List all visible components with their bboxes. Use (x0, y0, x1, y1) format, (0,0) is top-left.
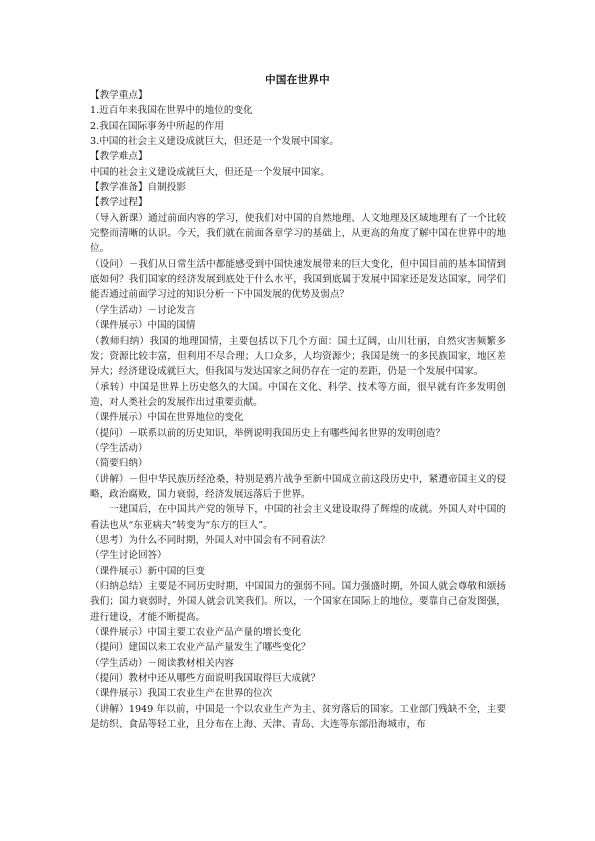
paragraph-slide-5: （课件展示）我国工农业生产在世界的位次 (90, 688, 273, 700)
section-heading-process: 【教学过程】 (90, 197, 148, 209)
paragraph-student-activity-2: （学生活动） (90, 442, 148, 454)
difficulty-text: 中国的社会主义建设成就巨大，但还是一个发展中国家。 (90, 166, 330, 178)
paragraph-explanation-1: （讲解）－但中华民族历经沧桑，特别是鸦片战争至新中国成立前这段历史中，紧遭帝国主义的侵略，政治腐败，国力衰弱，经济发展远落后于世界。 (90, 473, 506, 500)
section-heading-preparation: 【教学准备】自制投影 (90, 182, 186, 194)
section-heading-difficulty: 【教学难点】 (90, 151, 148, 163)
paragraph-question-3: （提问）建国以来工农业产品产量发生了哪些变化？ (90, 642, 311, 654)
paragraph-conclusion: （归纳总结）主要是不同历史时期，中国国力的强弱不同。国力强盛时期，外国人就会尊敬和颂扬我们；国力衰弱时，外国人就会讥笑我们。所以，一个国家在国际上的地位，要靠自己奋发图强，进行建设，才能不断提高。 (90, 581, 506, 623)
paragraph-student-discussion: （学生讨论回答） (90, 550, 167, 562)
paragraph-transition: （承转）中国是世界上历史悠久的大国。中国在文化、科学、技术等方面，很早就有许多发明创造，对人类社会的发展作出过重要贡献。 (90, 381, 506, 408)
paragraph-slide-3: （课件展示）新中国的巨变 (90, 565, 206, 577)
paragraph-brief-summary: （简要归纳） (90, 458, 148, 470)
paragraph-teacher-summary: （教师归纳）我国的地理国情，主要包括以下几个方面：国土辽阔，山川壮丽，自然灾害频繁多发；资源比较丰富，但利用不尽合理；人口众多，人均资源少；我国是统一的多民族国家，地区差异大；经济建设成就巨大，但我国与发达国家之间仍存在一定的差距，仍是一个发展中国家。 (90, 335, 506, 378)
paragraph-intro: （导入新课）通过前面内容的学习，使我们对中国的自然地理、人文地理及区域地理有了一个比较完整而清晰的认识。今天，我们就在前面各章学习的基础上，从更高的角度了解中国在世界中的地位。 (90, 212, 506, 255)
paragraph-student-activity-3: （学生活动）－阅读教材相关内容 (90, 657, 234, 669)
section-heading-key-points: 【教学重点】 (90, 90, 148, 101)
key-point-1: 1.近百年来我国在世界中的地位的变化 (90, 105, 253, 117)
paragraph-explanation-3: （讲解）1949 年以前，中国是一个以农业生产为主、贫穷落后的国家。工业部门残缺不全，主要是纺织、食品等轻工业，且分布在上海、天津、青岛、大连等东部沿海城市，布 (90, 703, 506, 731)
paragraph-question-2: （提问）－联系以前的历史知识，举例说明我国历史上有哪些闻名世界的发明创造？ (90, 427, 445, 439)
paragraph-think: （思考）为什么不同时期，外国人对中国会有不同看法？ (90, 534, 330, 546)
key-point-2: 2.我国在国际事务中所起的作用 (90, 120, 224, 132)
page-title: 中国在世界中 (265, 74, 330, 86)
paragraph-slide-4: （课件展示）中国主要工农业产品产量的增长变化 (90, 627, 302, 639)
paragraph-question-1: （设问）－我们从日常生活中都能感受到中国快速发展带来的巨大变化，但中国目前的基本国情到底如何？我们国家的经济发展到底处于什么水平，我国到底属于发展中国家还是发达国家，同学们能否通过前面学习过的知识分析一下中国发展的优势及弱点？ (90, 258, 506, 301)
key-point-3: 3.中国的社会主义建设成就巨大，但还是一个发展中国家。 (90, 136, 339, 148)
paragraph-question-4: （提问）教材中还从哪些方面说明我国取得巨大成就？ (90, 673, 321, 685)
paragraph-student-activity-1: （学生活动）－讨论发言 (90, 304, 196, 316)
paragraph-slide-1: （课件展示）中国的国情 (90, 320, 196, 332)
document-body (90, 88, 506, 732)
paragraph-explanation-2: 一建国后，在中国共产党的领导下，中国的社会主义建设取得了辉煌的成就。外国人对中国的看法也从“东亚病夫”转变为“东方的巨人”。 (90, 504, 506, 531)
paragraph-slide-2: （课件展示）中国在世界地位的变化 (90, 412, 244, 424)
